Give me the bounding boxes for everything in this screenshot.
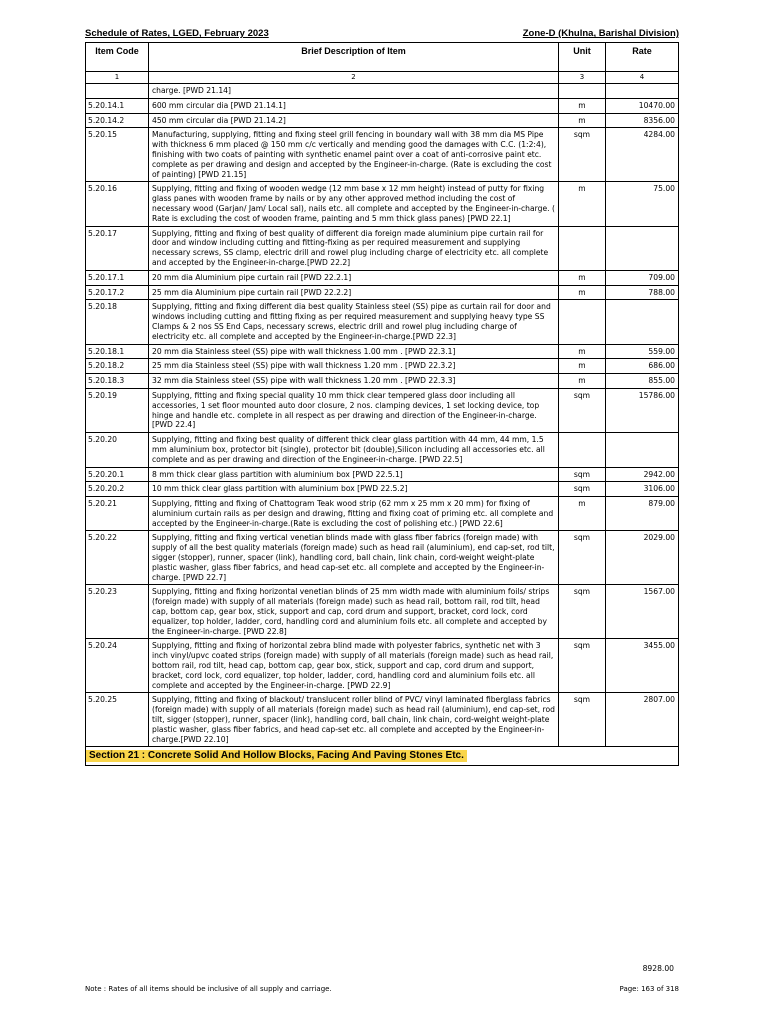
item-code: 5.20.15	[86, 128, 149, 182]
item-description: 25 mm dia Aluminium pipe curtain rail [PWD 22.2.2]	[149, 285, 559, 300]
item-code: 5.20.18.1	[86, 344, 149, 359]
item-unit: sqm	[559, 585, 606, 639]
item-description: Supplying, fitting and fixing of Chattogram Teak wood strip (62 mm x 25 mm x 20 mm) for fixing of aluminium curtain rails as per design and drawing, fitting and fixing coat of priming etc. all complete and accepted by the Engineer-in-charge.(Rate is excluding the cost of polishing etc.) [PWD 22.6]	[149, 497, 559, 531]
item-description: 450 mm circular dia [PWD 21.14.2]	[149, 113, 559, 128]
col-item-code: Item Code	[86, 43, 149, 72]
item-rate	[606, 226, 679, 270]
item-unit: m	[559, 113, 606, 128]
item-code: 5.20.19	[86, 388, 149, 432]
item-unit: m	[559, 374, 606, 389]
footer-note: Note : Rates of all items should be inclusive of all supply and carriage.	[85, 985, 332, 993]
column-number-row	[86, 72, 679, 84]
item-description: Supplying, fitting and fixing of best quality of different dia foreign made aluminium pipe curtain rail for door and window including cutting and fitting-fixing as per required measurement and supplying necessary screws, SS clamp, electric drill and rowel plug including charge of electricity etc. all complete and accepted by the Engineer-in-charge.[PWD 22.2]	[149, 226, 559, 270]
header-zone: Zone-D (Khulna, Barishal Division)	[522, 28, 679, 39]
col-number: 2	[149, 72, 559, 84]
item-description: 20 mm dia Stainless steel (SS) pipe with wall thickness 1.00 mm . [PWD 22.3.1]	[149, 344, 559, 359]
item-rate: 709.00	[606, 270, 679, 285]
item-code: 5.20.17	[86, 226, 149, 270]
item-unit: sqm	[559, 531, 606, 585]
item-rate: 879.00	[606, 497, 679, 531]
table-row	[86, 113, 679, 128]
item-unit: m	[559, 497, 606, 531]
col-description: Brief Description of Item	[149, 43, 559, 72]
item-description: Supplying, fitting and fixing special quality 10 mm thick clear tempered glass door including all accessories, 1 set floor mounted auto door closure, 2 nos. clamping devices, 1 set locking device, top hinge and handle etc. complete in all respect as per drawing and direction of the Engineer-in-charge.[PWD 22.4]	[149, 388, 559, 432]
item-unit: m	[559, 285, 606, 300]
item-rate: 10470.00	[606, 98, 679, 113]
item-unit: sqm	[559, 639, 606, 693]
item-code: 5.20.23	[86, 585, 149, 639]
item-unit	[559, 226, 606, 270]
table-row	[86, 388, 679, 432]
item-unit: m	[559, 344, 606, 359]
item-unit: sqm	[559, 693, 606, 747]
item-code: 5.20.22	[86, 531, 149, 585]
item-unit: sqm	[559, 388, 606, 432]
item-code: 5.20.25	[86, 693, 149, 747]
item-description: 8 mm thick clear glass partition with aluminium box [PWD 22.5.1]	[149, 467, 559, 482]
table-row	[86, 182, 679, 226]
table-row	[86, 98, 679, 113]
item-description: Supplying, fitting and fixing of blackout/ translucent roller blind of PVC/ vinyl laminated fiberglass fabrics (foreign made) with supply of all materials (foreign made) such as head rail (aluminium), end cap-set, rod tilt, sigger (stopper), runner, spacer (link), handling cord, ball chain, link chain, cord-weight weight-plate plastic washer, glass fiber fabrics, and head cap-set etc. all complete and accepted by the Engineer-in-charge.[PWD 22.10]	[149, 693, 559, 747]
item-rate	[606, 300, 679, 344]
item-description: Supplying, fitting and fixing different dia best quality Stainless steel (SS) pipe as curtain rail for door and windows including cutting and fitting fixing as per required measurement and supplying heavy type SS Clamps & 2 nos SS End Caps, necessary screws, electric drill and rowel plug including charge of electricity etc. all complete and accepted by the Engineer-in-charge.[PWD 22.3]	[149, 300, 559, 344]
item-code: 5.20.21	[86, 497, 149, 531]
item-rate: 855.00	[606, 374, 679, 389]
table-header-row	[86, 43, 679, 72]
item-description: 32 mm dia Stainless steel (SS) pipe with wall thickness 1.20 mm . [PWD 22.3.3]	[149, 374, 559, 389]
item-rate: 3106.00	[606, 482, 679, 497]
item-unit: sqm	[559, 482, 606, 497]
col-rate: Rate	[606, 43, 679, 72]
item-unit: m	[559, 270, 606, 285]
item-rate: 75.00	[606, 182, 679, 226]
section-cell	[86, 747, 679, 766]
table-row	[86, 84, 679, 99]
item-description: charge. [PWD 21.14]	[149, 84, 559, 99]
table-row	[86, 639, 679, 693]
table-row	[86, 467, 679, 482]
item-code: 5.20.16	[86, 182, 149, 226]
col-number: 3	[559, 72, 606, 84]
item-code: 5.20.24	[86, 639, 149, 693]
item-code: 5.20.20.2	[86, 482, 149, 497]
item-unit: m	[559, 359, 606, 374]
table-body	[86, 84, 679, 747]
page-header	[85, 28, 679, 42]
table-row	[86, 300, 679, 344]
item-rate: 3455.00	[606, 639, 679, 693]
item-code: 5.20.20.1	[86, 467, 149, 482]
table-row	[86, 344, 679, 359]
item-rate: 1567.00	[606, 585, 679, 639]
col-number: 4	[606, 72, 679, 84]
item-rate: 2029.00	[606, 531, 679, 585]
item-unit: sqm	[559, 467, 606, 482]
item-description: Supplying, fitting and fixing of horizontal zebra blind made with polyester fabrics, synthetic net with 3 inch vinyl/upvc coated strips (foreign made) with supply of all materials (foreign made) such as head rail, bottom rail, rod tilt, head cap, bottom cap, gear box, stick, support and cap, cord drum and support, bracket, cord lock, cord equalizer, top holder, ladder, cord, handling cord and aluminium foils etc. all complete and accepted by the Engineer-in-charge. [PWD 22.9]	[149, 639, 559, 693]
table-row	[86, 531, 679, 585]
item-description: Supplying, fitting and fixing best quality of different thick clear glass partition with 44 mm, 44 mm, 1.5 mm aluminium box, protector bit (single), protector bit (double),Silicon including all accessories etc. all complete and as per drawing and direction of the Engineer-in-charge. [PWD 22.5]	[149, 433, 559, 467]
header-title: Schedule of Rates, LGED, February 2023	[85, 28, 269, 39]
item-description: 600 mm circular dia [PWD 21.14.1]	[149, 98, 559, 113]
item-code: 5.20.18	[86, 300, 149, 344]
col-unit: Unit	[559, 43, 606, 72]
item-rate: 686.00	[606, 359, 679, 374]
table-row	[86, 433, 679, 467]
item-rate: 2807.00	[606, 693, 679, 747]
item-description: 10 mm thick clear glass partition with aluminium box [PWD 22.5.2]	[149, 482, 559, 497]
item-description: Supplying, fitting and fixing vertical venetian blinds made with glass fiber fabrics (foreign made) with supply of all the best quality materials (foreign made) such as head rail (aluminium), end cap-set, rod tilt, sigger (stopper), runner, spacer (link), handling cord, ball chain, link chain, cord-weight weight-plate plastic washer, glass fiber fabrics, and head cap-set etc. all complete and accepted by the Engineer-in-charge. [PWD 22.7]	[149, 531, 559, 585]
table-row	[86, 374, 679, 389]
item-unit	[559, 84, 606, 99]
item-description: Manufacturing, supplying, fitting and fixing steel grill fencing in boundary wall with 38 mm dia MS Pipe with thickness 6 mm placed @ 150 mm c/c vertically and mending good the damages with C.C. (1:2:4), finishing with two coats of painting with synthetic enamel paint over a coat of anti-corrosive paint etc. complete as per drawing and design and accepted by the Engineer-in-charge. (Rate is excluding the cost of painting) [PWD 21.15]	[149, 128, 559, 182]
item-rate: 559.00	[606, 344, 679, 359]
rates-table	[85, 42, 679, 766]
table-row	[86, 359, 679, 374]
item-rate: 15786.00	[606, 388, 679, 432]
item-unit: sqm	[559, 128, 606, 182]
item-code	[86, 84, 149, 99]
item-rate	[606, 84, 679, 99]
item-rate: 788.00	[606, 285, 679, 300]
item-code: 5.20.17.1	[86, 270, 149, 285]
item-code: 5.20.14.2	[86, 113, 149, 128]
item-code: 5.20.18.2	[86, 359, 149, 374]
item-description: Supplying, fitting and fixing horizontal venetian blinds of 25 mm width made with aluminium foils/ strips (foreign made) with supply of all materials (foreign made) such as head rail, bottom rail, rod tilt, head cap, bottom cap, gear box, stick, support and cap, cord drum and support, bracket, cord lock, cord equalizer, top holder, ladder, cord, handling cord and aluminium foils etc. all complete and accepted by the Engineer-in-charge. [PWD 22.8]	[149, 585, 559, 639]
item-code: 5.20.17.2	[86, 285, 149, 300]
trailing-rate: 8928.00	[642, 964, 674, 973]
page-number: Page: 163 of 318	[619, 985, 679, 993]
item-rate	[606, 433, 679, 467]
table-row	[86, 285, 679, 300]
item-unit: m	[559, 98, 606, 113]
item-unit	[559, 300, 606, 344]
item-unit: m	[559, 182, 606, 226]
table-row	[86, 270, 679, 285]
table-row	[86, 482, 679, 497]
item-code: 5.20.20	[86, 433, 149, 467]
item-rate: 2942.00	[606, 467, 679, 482]
col-number: 1	[86, 72, 149, 84]
section-title: Section 21 : Concrete Solid And Hollow Blocks, Facing And Paving Stones Etc.	[86, 750, 467, 762]
item-rate: 4284.00	[606, 128, 679, 182]
section-row	[86, 747, 679, 766]
item-description: Supplying, fitting and fixing of wooden wedge (12 mm base x 12 mm height) instead of putty for fixing glass panes with wooden frame by nails or by any other approved method including the cost of necessary wood (Garjan/ Jam/ Local sal), nails etc. all complete and accepted by the Engineer-in-charge. ( Rate is excluding the cost of wooden frame, painting and 5 mm thick glass panes) [PWD 22.1]	[149, 182, 559, 226]
item-description: 20 mm dia Aluminium pipe curtain rail [PWD 22.2.1]	[149, 270, 559, 285]
item-code: 5.20.18.3	[86, 374, 149, 389]
table-row	[86, 585, 679, 639]
item-code: 5.20.14.1	[86, 98, 149, 113]
item-rate: 8356.00	[606, 113, 679, 128]
table-row	[86, 497, 679, 531]
table-row	[86, 226, 679, 270]
item-unit	[559, 433, 606, 467]
table-row	[86, 693, 679, 747]
table-row	[86, 128, 679, 182]
item-description: 25 mm dia Stainless steel (SS) pipe with wall thickness 1.20 mm . [PWD 22.3.2]	[149, 359, 559, 374]
